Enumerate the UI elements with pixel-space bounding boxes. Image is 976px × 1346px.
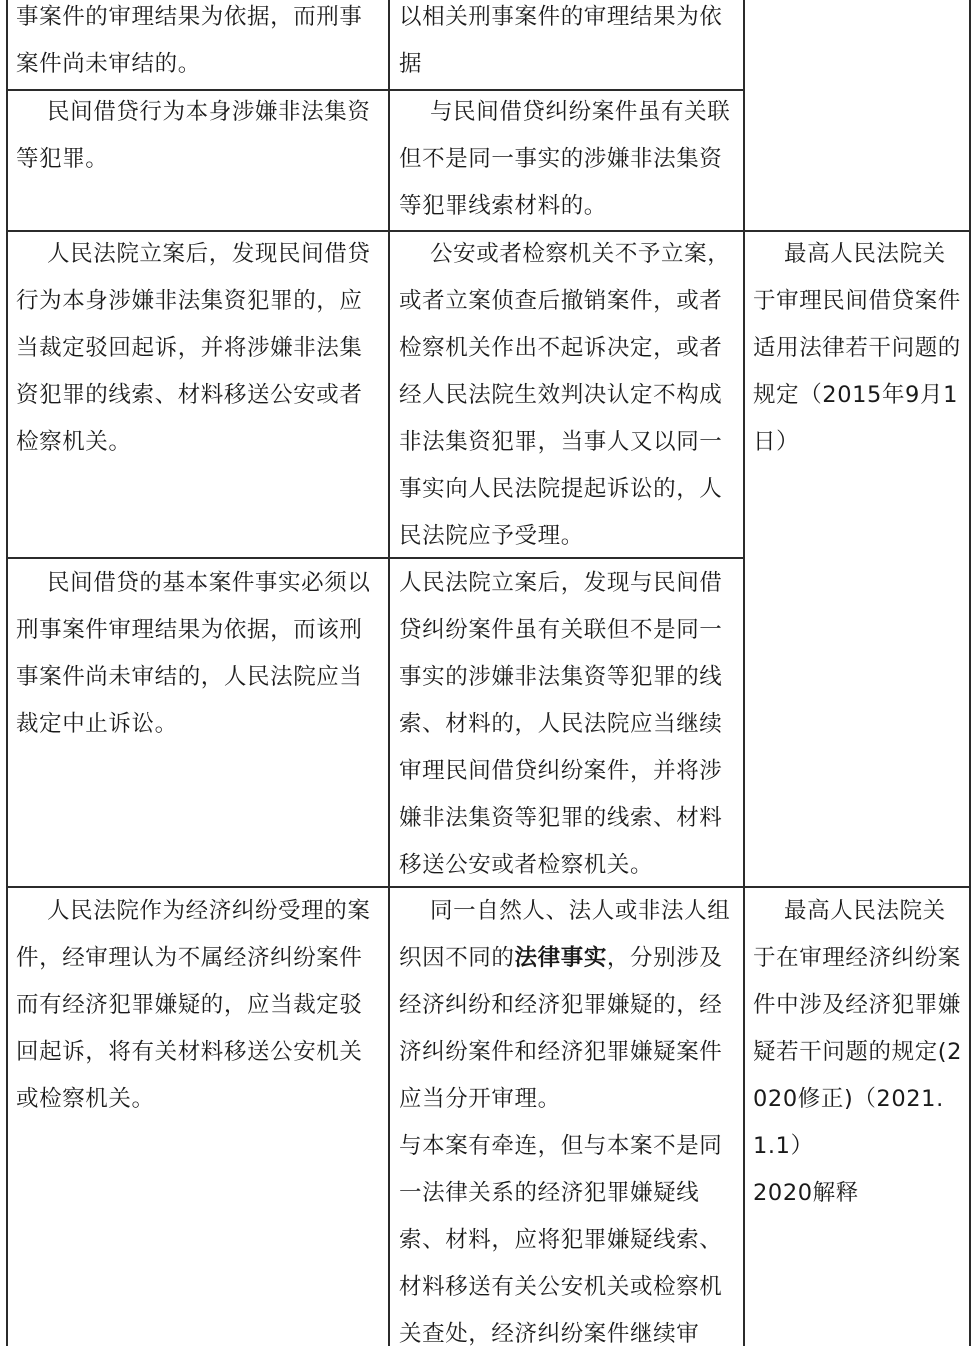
table-cell: 民间借贷的基本案件事实必须以刑事案件审理结果为依据，而该刑事案件尚未审结的，人民法院应当裁定中止诉讼。 xyxy=(16,570,371,737)
table-cell: 人民法院立案后，发现民间借贷行为本身涉嫌非法集资犯罪的，应当裁定驳回起诉，并将涉嫌非法集资犯罪的线索、材料移送公安或者检察机关。 xyxy=(16,241,371,455)
table-cell: 人民法院作为经济纠纷受理的案件，经审理认为不属经济纠纷案件而有经济犯罪嫌疑的，应当裁定驳回起诉，将有关材料移送公安机关或检察机关。 xyxy=(16,898,371,1112)
table-rule xyxy=(743,0,745,1346)
table-cell: 最高人民法院关于在审理经济纠纷案件中涉及经济犯罪嫌疑若干问题的规定(2020修正)（2021.1.1） 2020解释 xyxy=(753,898,963,1206)
table-cell: 以相关刑事案件的审理结果为依据 xyxy=(399,4,723,77)
table-rule xyxy=(6,0,8,1346)
table-rule xyxy=(969,0,971,1346)
table-cell: 民间借贷行为本身涉嫌非法集资等犯罪。 xyxy=(16,99,371,172)
table-cell: 事案件的审理结果为依据，而刑事案件尚未审结的。 xyxy=(16,4,363,77)
table-cell: 与民间借贷纠纷案件虽有关联但不是同一事实的涉嫌非法集资等犯罪线索材料的。 xyxy=(399,99,731,219)
cell-text: 同一自然人、法人或非法人组织因不同的 xyxy=(399,898,731,971)
bold-term: 法律事实 xyxy=(514,945,607,971)
table-cell: 人民法院立案后，发现与民间借贷纠纷案件虽有关联但不是同一事实的涉嫌非法集资等犯罪的线索、材料的，人民法院应当继续审理民间借贷纠纷案件，并将涉嫌非法集资等犯罪的线索、材料移送公安或者检察机关。 xyxy=(399,570,723,878)
table-cell xyxy=(399,888,737,1346)
table-rule xyxy=(388,0,390,1346)
table-cell: 公安或者检察机关不予立案，或者立案侦查后撤销案件，或者检察机关作出不起诉决定，或者经人民法院生效判决认定不构成非法集资犯罪，当事人又以同一事实向人民法院提起诉讼的，人民法院应予受理。 xyxy=(399,241,731,549)
cell-text: ，分别涉及经济纠纷和经济犯罪嫌疑的，经济纠纷案件和经济犯罪嫌疑案件应当分开审理。 与本案有牵连，但与本案不是同一法律关系的经济犯罪嫌疑线索、材料，应将犯罪嫌疑线索、材料移送有关公安机关或检察机关查处，经济纠纷案件继续审 xyxy=(399,945,723,1346)
table-cell: 最高人民法院关于审理民间借贷案件适用法律若干问题的规定（2015年9月1日） xyxy=(753,241,961,455)
